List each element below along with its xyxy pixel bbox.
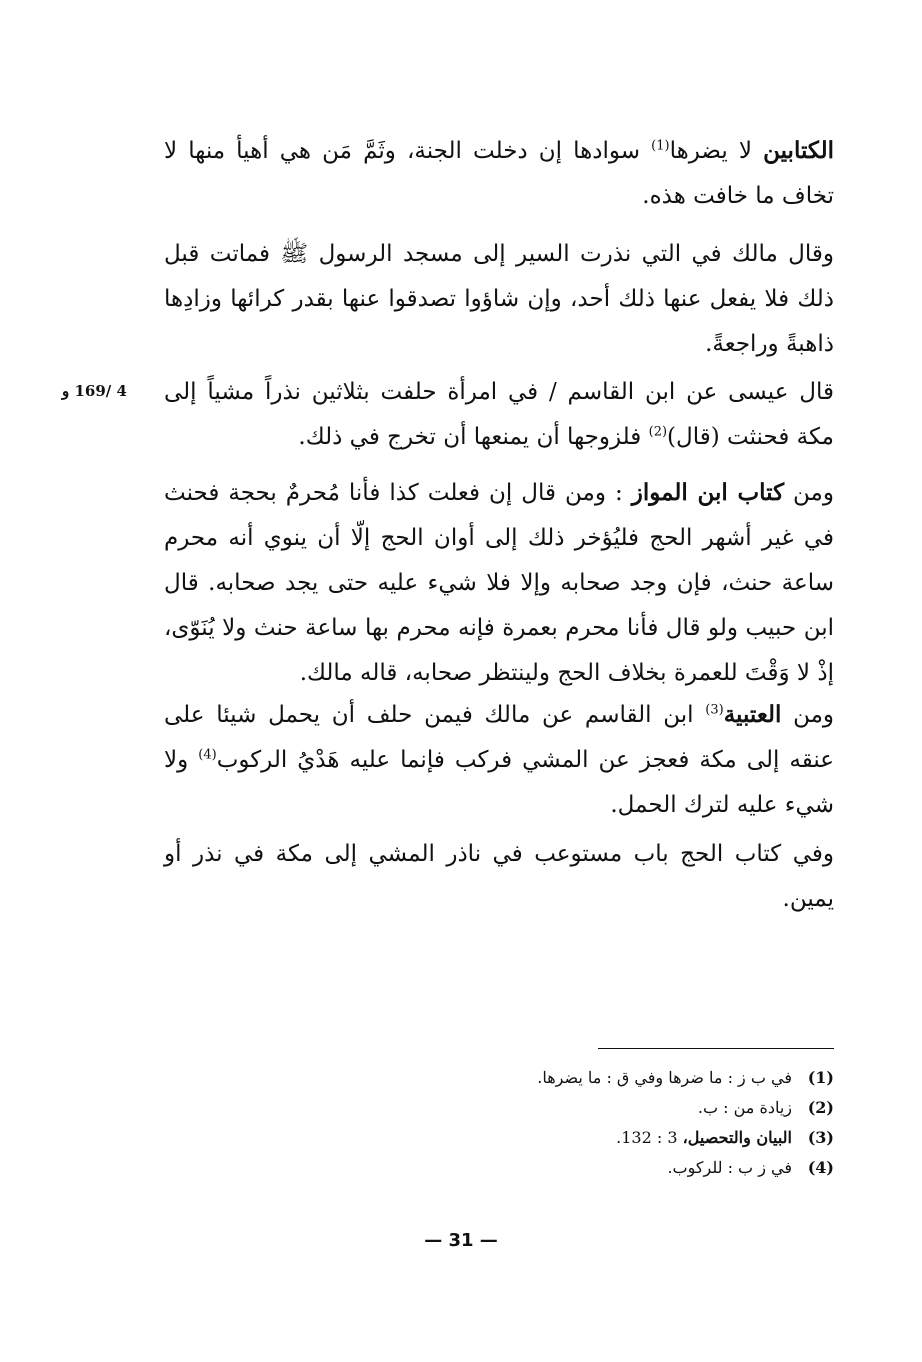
page-number: — 31 — (424, 1230, 498, 1251)
footnote-text (616, 1128, 792, 1147)
paragraph-6 (164, 832, 834, 922)
footnote-ref: (2) (648, 424, 668, 440)
paragraph-text: ابن القاسم عن مالك فيمن حلف أن يحمل شيئا على عنقه إلى مكة فعجز عن المشي فركب فإنما عليه هَدْيُ الركوب (164, 702, 834, 773)
paragraph-text: لا يضرها (669, 138, 764, 164)
paragraph-2 (164, 232, 834, 367)
footnote-4 (234, 1158, 834, 1178)
paragraph-3 (164, 370, 834, 460)
footnote-3 (234, 1128, 834, 1148)
paragraph-text: ولا شيء عليه لترك الحمل. (164, 747, 834, 818)
footnote-2 (234, 1098, 834, 1118)
footnote-number: (1) (807, 1068, 834, 1087)
footnote-ref: (4) (198, 747, 217, 763)
paragraph-text: وفي كتاب الحج باب مستوعب في ناذر المشي إلى مكة في نذر أو يمين. (164, 841, 834, 912)
footnote-ref: (3) (705, 702, 724, 718)
bold-term: العتبية (723, 701, 782, 728)
footnote-source-title: البيان والتحصيل، (682, 1128, 792, 1147)
footnote-1 (234, 1068, 834, 1088)
footnote-divider (598, 1048, 834, 1049)
footnote-text: زيادة من : ب. (697, 1098, 792, 1117)
paragraph-1 (164, 128, 834, 219)
paragraph-5 (164, 692, 834, 828)
paragraph-4 (164, 470, 834, 696)
bold-term: الكتابين (763, 137, 834, 164)
footnote-text: في ز ب : للركوب. (667, 1158, 792, 1177)
footnote-number: (4) (807, 1158, 834, 1177)
footnote-number: (3) (807, 1128, 834, 1147)
paragraph-text: : ومن قال إن فعلت كذا فأنا مُحرمٌ بحجة فحنث في غير أشهر الحج فليُؤخر ذلك إلى أوان الحج إلّا أن ينوي أنه محرم ساعة حنث، فإن وجد صحابه وإلا فلا شيء عليه حتى يجد صحابه. قال ابن حبيب ولو قال فأنا محرم بعمرة فإنه محرم بها ساعة حنث ولا يُنَوّى، إذْ لا وَقْتَ للعمرة بخلاف الحج ولينتظر صحابه، قاله مالك. (164, 480, 834, 686)
paragraph-text: وقال مالك في التي نذرت السير إلى مسجد الرسول ﷺ فماتت قبل ذلك فلا يفعل عنها ذلك أحد، وإن شاؤوا تصدقوا عنها بقدر كرائها وزادِها ذاهبةً وراجعةً. (164, 241, 834, 357)
margin-folio-note: 4 /169 و (62, 382, 127, 400)
paragraph-text: فلزوجها أن يمنعها أن تخرج في ذلك. (298, 424, 649, 450)
paragraph-text: ومن (784, 480, 834, 506)
footnote-source-ref: 3 : 132. (616, 1128, 683, 1147)
footnote-text: في ب ز : ما ضرها وفي ق : ما يضرها. (537, 1068, 792, 1087)
footnote-ref: (1) (651, 138, 670, 154)
footnote-number: (2) (807, 1098, 834, 1117)
paragraph-text: سوادها إن دخلت الجنة، وثَمَّ مَن هي أهيأ منها لا تخاف ما خافت هذه. (164, 138, 834, 209)
bold-term: كتاب ابن المواز (631, 479, 785, 506)
paragraph-text: قال عيسى عن ابن القاسم / في امرأة حلفت بثلاثين نذراً مشياً إلى مكة فحنثت (قال) (164, 379, 834, 450)
paragraph-text: ومن (781, 702, 835, 728)
